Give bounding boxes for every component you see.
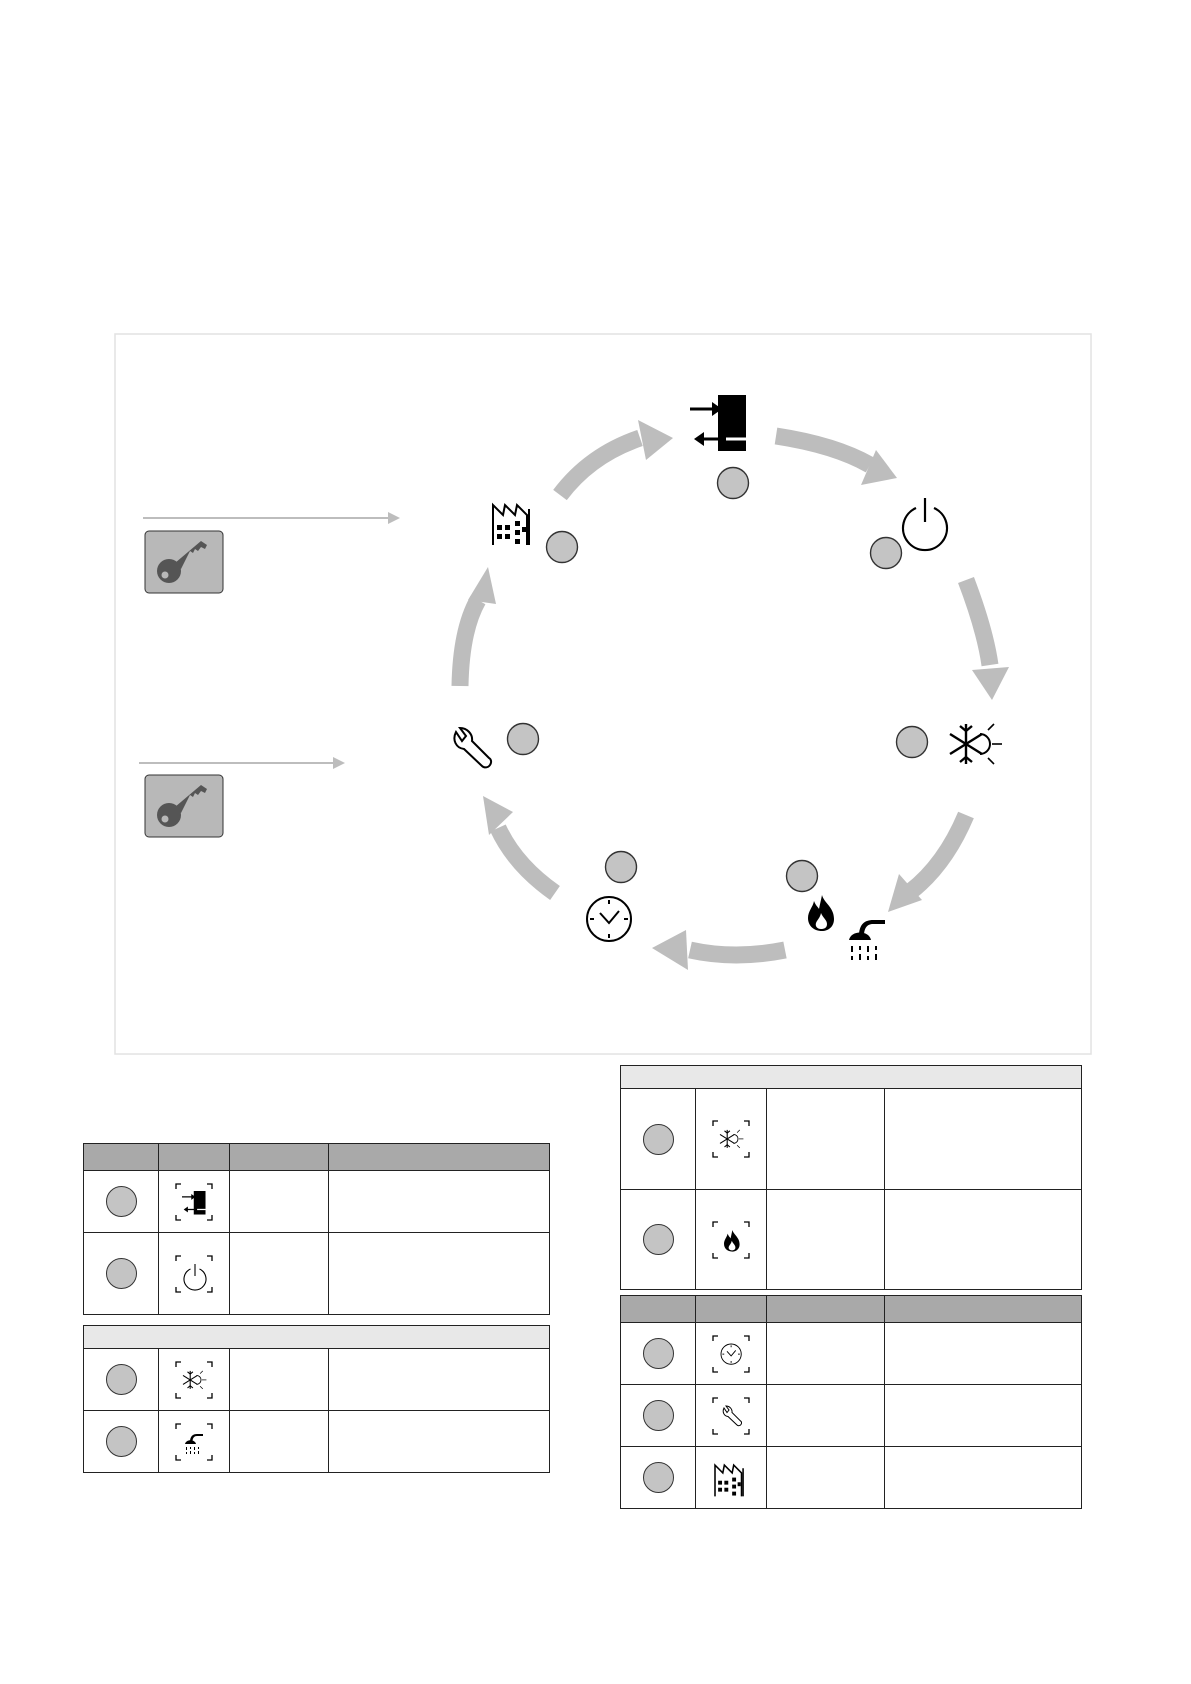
- factory-icon: [712, 1459, 750, 1497]
- section-title-row: [84, 1326, 550, 1349]
- key-icon: [145, 775, 223, 837]
- step-marker: [547, 532, 578, 563]
- heat-cool-mode-icon: [175, 1361, 213, 1399]
- power-icon: [175, 1255, 213, 1293]
- section-title: [84, 1326, 550, 1349]
- row-description: [885, 1447, 1082, 1509]
- wrench-icon: [712, 1397, 750, 1435]
- section-title-row: [621, 1066, 1082, 1089]
- table-left-bottom: [83, 1325, 550, 1473]
- header-cell: [230, 1144, 329, 1171]
- row-name: [767, 1447, 885, 1509]
- header-cell: [885, 1296, 1082, 1323]
- diagram-frame: [115, 334, 1091, 1054]
- step-marker: [787, 861, 818, 892]
- login-door-icon: [175, 1183, 213, 1221]
- row-description: [885, 1323, 1082, 1385]
- row-description: [885, 1385, 1082, 1447]
- step-marker: [106, 1364, 137, 1395]
- header-cell: [329, 1144, 550, 1171]
- clock-icon: [712, 1335, 750, 1373]
- arrow-dhw-to-clock: [690, 950, 785, 955]
- table-row: [84, 1349, 550, 1411]
- shower-icon: [175, 1423, 213, 1461]
- header-cell: [767, 1296, 885, 1323]
- row-description: [885, 1190, 1082, 1290]
- row-name: [767, 1190, 885, 1290]
- step-marker: [606, 852, 637, 883]
- step-marker: [106, 1186, 137, 1217]
- step-marker: [643, 1338, 674, 1369]
- row-name: [767, 1089, 885, 1190]
- table-header-row: [621, 1296, 1082, 1323]
- row-name: [767, 1385, 885, 1447]
- table-row: [621, 1385, 1082, 1447]
- step-marker: [643, 1224, 674, 1255]
- step-marker: [718, 468, 749, 499]
- row-description: [885, 1089, 1082, 1190]
- row-description: [329, 1171, 550, 1233]
- table-header-row: [84, 1144, 550, 1171]
- row-name: [230, 1233, 329, 1315]
- header-cell: [84, 1144, 159, 1171]
- table-row: [84, 1411, 550, 1473]
- step-marker: [871, 538, 902, 569]
- step-marker: [643, 1124, 674, 1155]
- header-cell: [696, 1296, 767, 1323]
- row-name: [230, 1411, 329, 1473]
- table-left-top: [83, 1143, 550, 1315]
- header-cell: [159, 1144, 230, 1171]
- step-marker: [106, 1258, 137, 1289]
- table-row: [621, 1089, 1082, 1190]
- table-row: [84, 1233, 550, 1315]
- key-icon: [145, 531, 223, 593]
- row-description: [329, 1411, 550, 1473]
- step-marker: [106, 1426, 137, 1457]
- table-row: [621, 1447, 1082, 1509]
- header-cell: [621, 1296, 696, 1323]
- step-marker: [643, 1400, 674, 1431]
- table-row: [621, 1323, 1082, 1385]
- row-name: [230, 1349, 329, 1411]
- row-description: [329, 1233, 550, 1315]
- table-row: [621, 1190, 1082, 1290]
- step-marker: [643, 1462, 674, 1493]
- table-row: [84, 1171, 550, 1233]
- section-title: [621, 1066, 1082, 1089]
- step-marker: [508, 724, 539, 755]
- table-right-top: [620, 1065, 1082, 1290]
- table-right-bottom: [620, 1295, 1082, 1509]
- row-name: [230, 1171, 329, 1233]
- flame-icon: [712, 1221, 750, 1259]
- heat-cool-mode-icon: [712, 1120, 750, 1158]
- row-name: [767, 1323, 885, 1385]
- step-marker: [897, 727, 928, 758]
- row-description: [329, 1349, 550, 1411]
